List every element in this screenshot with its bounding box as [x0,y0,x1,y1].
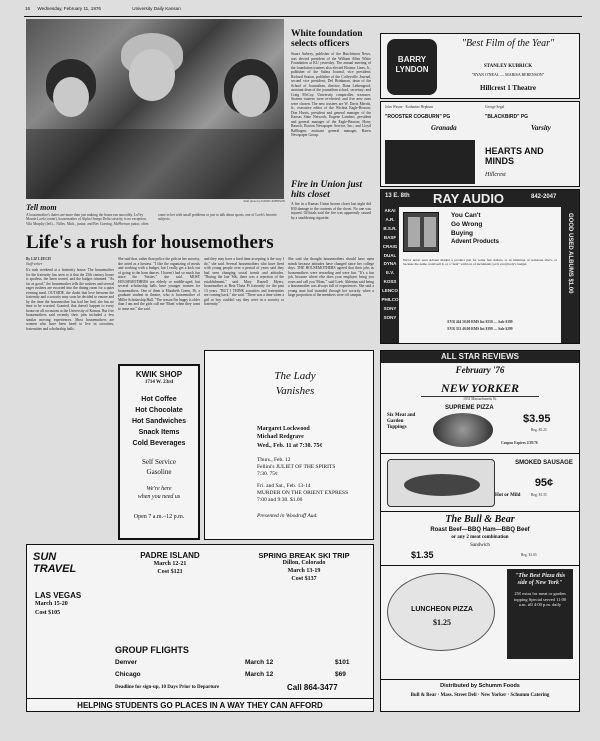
foundation-body: Stuart Awbrey, publisher of the Hutchinson News, was elected president of the William Allen White Foundation at KU yesterday. The annual meeting of the foundation trustees also elected Eleanor Lines, Jr., publisher of the Salina Journal, vice president; Richard Seaton, publisher of the Coffeyville Journal, second vice president; Del Brinkman, dean of the School of Journalism, director; Dana Leibengood, assistant dean of the journalism school, secretary; and Craig McCoy, University comptroller, treasurer. Sixteen trustees were re-elected, and five new ones were chosen. The new trustees are W. Davis Merritt, Jr., executive editor of the Wichita Eagle-Beacon; Don Harris, president and general manager of the Kansas State Network; Eugene Lambert, president and general manager of the Eagle-Beacon; Harry Bausch, Boston Newspaper Service, Inc.; and Lloyd Ballhagen, assistant general manager, Harris Newspaper Group. [291,52,371,137]
barry-lyndon-theater: Hillcrest 1 Theatre [480,84,536,92]
brand-item: SONY [383,305,397,311]
ray-audio-tagline1: You Can't [451,212,481,219]
header-paper: University Daily Kansan [132,6,181,11]
mass-street-deli-logo [387,459,495,507]
pizza-desc: Six Meat and Garden Toppings [387,413,416,430]
movie3-title: HEARTS AND MINDS [485,146,544,166]
lady-vanishes-show3: MURDER ON THE ORIENT EXPRESS [257,490,349,496]
ray-audio-tagline4: Advent Products [451,239,500,245]
movie1-title: "ROOSTER COGBURN" PG [385,114,451,120]
brand-item: DYNA [383,261,397,267]
kwik-shop-service2: Gasoline [146,468,172,476]
lady-vanishes-time2-value: 7:30. [257,471,269,477]
article-headline: Life's a rush for housemothers [26,232,274,253]
ray-audio-address: 13 E. 8th [385,193,410,199]
fire-body: A fire in a Kansas Union broom closet last night did $30 damage to the contents of the closet. No one was injured. Officials said the fire was apparently caused by a smoldering cigarette. [291,202,371,220]
lady-vanishes-price3: $1.00 [290,497,303,503]
kwik-shop-slogan2: when you need us [137,494,181,500]
cinema-ad [380,101,580,187]
barry-lyndon-title: BARRY LYNDON [395,55,429,74]
kwik-shop-address: 1714 W. 23rd [144,380,174,385]
luncheon-price: $1.25 [433,618,451,627]
padre-cost: Cost $121 [157,569,183,575]
ray-audio-tagline2: Go Wrong [451,221,483,228]
brand-item: B.S.R. [383,225,397,231]
brand-item: DUAL [383,252,397,258]
best-pizza-title: "The Best Pizza this side of New York" [514,573,566,586]
ski-place: Dillon, Colorado [282,560,326,566]
bull-bear-reg: Reg. $1.65 [521,553,537,557]
all-star-title: ALL STAR REVIEWS [381,351,579,363]
barry-lyndon-credit: STANLEY KUBRICK [483,64,533,69]
sun-travel-footer: HELPING STUDENTS GO PLACES IN A WAY THEY CAN AFFORD [27,698,373,710]
lady-vanishes-title: The Lady Vanishes [274,370,316,397]
brand-item: KOSS [383,279,397,285]
distributed-by: Distributed by Schumm Foods [440,683,520,689]
luncheon-pizza-logo [387,573,495,651]
ray-audio-name: RAY AUDIO [433,191,505,206]
movie3-banner [385,140,475,184]
page-header [25,7,365,15]
brand-item: BASF [383,234,397,240]
vegas-dates: March 15-20 [35,601,68,607]
sun-travel-ad [26,544,374,712]
article-byline: By LIZ LEECH [26,257,51,261]
ray-audio-albums [561,207,579,343]
fire-headline: Fire in Union just hits closet [291,180,363,200]
businesses: Bull & Bear · Mass. Street Deli · New Yorker · Schumm Catering [410,693,550,698]
kwik-shop-service1: Self Service [141,458,176,466]
speaker-image [403,212,439,252]
foundation-headline: White foundation selects officers [291,29,363,49]
ny-address: 1031 Massachusetts St. [463,397,497,401]
bull-bear-price: $1.35 [411,550,434,560]
chicago-date: March 12 [245,671,274,678]
lady-vanishes-show1 [257,443,372,449]
all-star-ad [380,350,580,712]
pizza-coupon: Coupon Expires 2/29/76 [501,441,538,445]
movie1-cast: John Wayne · Katharine Hepburn [385,105,434,109]
denver-date: March 12 [245,659,274,666]
kwik-shop-item: Hot Sandwiches [131,418,187,425]
ray-audio-ad [380,189,580,344]
denver-label: Denver [115,659,138,666]
lady-vanishes-time3 [257,497,367,503]
sausage-desc: Hot or Mild [495,493,521,498]
luncheon-title: LUNCHEON PIZZA [411,606,473,613]
bull-bear-combo: or any 2 meat combination [451,535,509,540]
sausage-title: SMOKED SAUSAGE [515,460,573,466]
chicago-row [115,671,365,678]
movie1-theater: Granada [431,124,457,132]
photo-credit: Staff photo by DAVID JOHNSON [243,199,285,203]
brand-item: AKAI [384,208,396,213]
photo-caption-title: Tell mom [26,203,57,212]
photo-caption: A housemother's duties are more than just making the house run smoothly. LaVey Montie Loeb (center), housemother of Alpha Omega Delta sorority, is no exception. Viki Murphy (left)... Nilles, Mich., junior, and Bev Goering, McPherson junior, often come to her with small problems or just to talk about sports, one of Loeb's favorite subjects. [26,213,277,226]
movie2-cast: George Segal [485,105,505,109]
bull-bear-sandwich: Sandwich [470,543,490,548]
chicago-label: Chicago [115,671,141,678]
brand-item: A.R. [385,216,395,222]
pizza-reg: Reg. $5.25 [531,428,547,432]
ray-audio-header [381,190,579,207]
barry-lyndon-quote: "Best Film of the Year" [461,38,555,49]
lady-vanishes-time3-value: 7:00 and 9:30. [257,497,289,503]
bull-bear-title: The Bull & Bear [445,514,515,525]
kwik-shop-item: Hot Chocolate [135,407,183,414]
pizza-image [433,413,493,447]
best-pizza-offer: 25¢ extra for meat or garden topping Special served 11:00 a.m. till 4:00 p.m. daily [513,591,567,607]
denver-row [115,659,365,666]
article-col2: She said that, rather than police the girls in her sorority, she acted as a hostess. "I like the organizing of meals and working with a budget, but I really get a kick out of going to the barn dances. I haven't had so much fun since the 'Sixties," she said. MOST HOUSEMOTHERS are elderly or middle-aged, but several scholarship halls have younger women for housemothers. One of them is Elizabeth Green, 36, a graduate student in theatre, who is housemother of Miller Scholarship Hall. "The reason I'm happy is older than I am and the girls call me 'Mom' when they want to tease me," she said. [118,257,200,311]
brand-item: E.V. [385,270,395,276]
vegas-cost: Cost $105 [35,610,61,616]
ski-title: SPRING BREAK SKI TRIP [258,551,350,560]
sausage-price: 95¢ [534,477,554,489]
ray-audio-body: We've never seen Advent market a product just for some fast dollars, or in imitation of someone else's, or because the name could sell it, or a "deal" with lots of incidentals yet it everybody's budget. [403,258,557,267]
lady-vanishes-price2: 75¢ [269,471,278,477]
lady-vanishes-venue: Presented in Woodruff Aud. [257,513,318,519]
deadline: Deadline for sign-up, 10 Days Prior to Departure [115,685,220,690]
kwik-shop-slogan1: We're here [146,486,172,492]
best-pizza-box [507,569,573,659]
lady-vanishes-price1: 75¢ [313,443,323,449]
vegas-title: LAS VEGAS [35,591,82,600]
movie2-theater: Varsity [531,124,551,132]
lady-vanishes-show2: Fellini's JULIET OF THE SPIRITS [257,464,336,470]
pizza-title: SUPREME PIZZA [445,405,494,411]
article-col4: She said she thought housemothers should have open minds because attitudes have changed since her college days. THE HOUSEMOTHERS agreed that their jobs as housemothers were rewarding and were fun. "It's a fun job, because where else does your employer bring you roses and call you 'Mom,'" said Loeb. Ahlenius said being a housemother was always full of experiences. She said a young man had stranded through her sorority when a large proportion of the members were off campus. [288,257,374,297]
lady-vanishes-star: Michael Redgrave [257,434,304,440]
movie2-title: "BLACKBIRD" PG [485,114,529,120]
ray-audio-brands [381,207,399,343]
ray-audio-phone: 842-2047 [531,194,557,200]
pizza-price: $3.95 [523,413,551,425]
padre-title: PADRE ISLAND [140,551,200,560]
article-byline-role: Staff writer [26,262,43,266]
article-col3: and they may have a hard time accepting it the way I do," she said. Several housemothers who have lived with young people over a period of years said they had seen changing social trends and attitudes. "During the late '60s, there was a rejection of the establishment," said Mary Russell Myers, housemother at Beta Theta Pi fraternity for the past 13 years. "BUT I THINK sororities and fraternities are coming back," she said. "There was a time when a girl or boy couldn't say they were in a sorority or fraternity." [204,257,284,306]
all-star-subtitle: February '76 [455,365,505,375]
ny-logo: NEW YORKER [421,381,539,397]
kwik-shop-item: Hot Coffee [141,396,177,403]
lady-vanishes-date3: Fri. and Sat., Feb. 13-14 [257,483,311,489]
kwik-shop-hours: Open 7 a.m.–12 p.m. [133,514,185,520]
chicago-price: $69 [335,671,346,678]
kwik-shop-title: KWIK SHOP [135,370,183,379]
ski-cost: Cost $137 [291,576,317,582]
brand-item: PHILCO [381,297,399,303]
kwik-shop-ad [118,364,200,540]
lady-vanishes-time2 [257,471,367,477]
lady-vanishes-date1: Wed., Feb. 11 at 7:30. [257,443,312,449]
ray-audio-price2: EVR 333 40.00 RMS list $399 — Sale $299 [447,327,513,331]
barry-lyndon-ad [380,33,580,99]
padre-dates: March 12-21 [153,561,187,567]
denver-price: $101 [335,659,350,666]
kwik-shop-item: Snack Items [138,429,180,436]
ski-dates: March 13-19 [287,568,321,574]
sun-travel-phone: Call 864-3477 [287,683,338,692]
ray-audio-tagline3: Buying [451,230,474,237]
lady-vanishes-director: Margaret Lockwood [257,426,310,432]
page-number: 16 [25,6,31,11]
albums-text: GOOD USED ALBUMS $1.00 [567,213,573,294]
sausage-reg: Reg. $1.35 [531,493,547,497]
group-flights-title: GROUP FLIGHTS [115,645,189,655]
ray-audio-price1: EVR 444 50.00 RMS list $550 — Sale $399 [447,320,513,324]
bull-bear-roast: Roast Beef—BBQ Ham—BBQ Beef [430,527,530,533]
barry-lyndon-cast: "RYAN O'NEAL — MARISA BERENSON" [471,72,545,77]
lady-vanishes-ad [204,350,374,540]
kwik-shop-item: Cold Beverages [132,440,186,447]
brand-item: LENCO [382,288,398,294]
movie3-theater: Hillcrest [485,172,506,178]
article-col1: It's rush weekend at a fraternity house. The housemother for the fraternity has seen to it that the 25th century house is spotless, the linen ironed, and the badges trimmed. "As far as good," the housemother tells the rushees and several eager rushees are escorted into the dining room for a quiet evening meal. OUTSIDE, the doubt that love between the fraternity and a sorority may soon be decided to ensure and by the time the housemother has had her bed, she has no time to be worried. Granted, that doesn't happen to every house on all occasions at the University of Kansas. But five housemothers said recently their jobs included a few similar moving experiences. Most housemothers are women who have been hired to live in sororities, fraternities and scholarship halls. [26,268,114,331]
sun-travel-logo: SUN TRAVEL [33,551,77,575]
barry-lyndon-logo [387,39,437,95]
kwik-shop-items [120,394,198,449]
brand-item: CRAIG [382,243,398,249]
brand-item: SONY [383,314,397,320]
housemother-photo [26,19,284,199]
header-date: Wednesday, February 11, 1976 [37,6,101,11]
lady-vanishes-date2: Thurs., Feb. 12 [257,457,291,463]
